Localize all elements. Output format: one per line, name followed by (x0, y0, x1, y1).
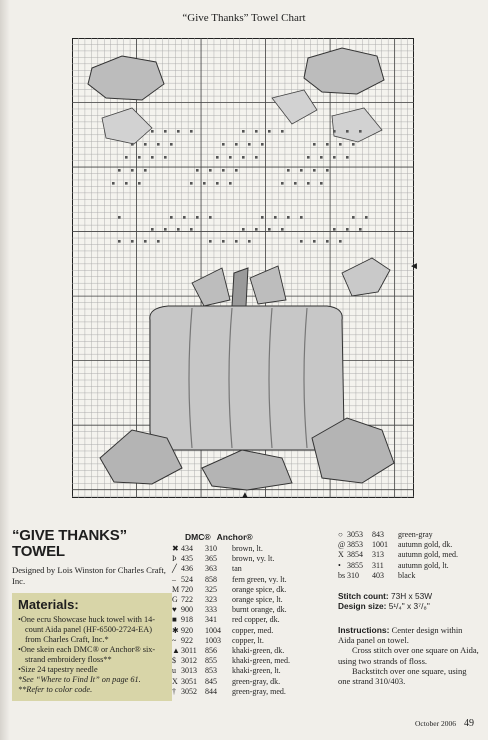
stitch-count-value: 73H x 53W (391, 591, 433, 602)
instructions-text: Center design within Aida panel on towel. (338, 625, 463, 646)
thread-color-name: tan (232, 564, 242, 574)
thread-color-name: autumn gold, dk. (398, 540, 453, 550)
color-key-row (172, 544, 304, 554)
material-item: •One ecru Showcase huck towel with 14-count Aida panel (HF-6500-2724-EA) from Charles Craft, Inc.* (18, 615, 155, 644)
thread-color-name: orange spice, dk. (232, 584, 287, 594)
key-symbol-icon: @ (338, 540, 346, 550)
key-symbol-icon: Þ (172, 554, 177, 564)
color-key-row (172, 585, 304, 595)
pattern-title (12, 528, 172, 560)
color-key-column (172, 532, 304, 697)
thread-color-name: burnt orange, dk. (232, 605, 287, 615)
key-symbol-icon: ○ (338, 530, 343, 539)
thread-color-name: brown, lt. (232, 544, 263, 553)
dmc-number: 3013 (181, 666, 197, 676)
key-symbol-icon: ~ (172, 635, 177, 645)
dmc-header: DMC® (185, 532, 211, 542)
thread-color-name: fern green, vy. lt. (232, 574, 287, 584)
dmc-number: 900 (181, 605, 193, 615)
pattern-info-column (12, 528, 172, 701)
material-note: **Refer to color code. (18, 685, 93, 694)
anchor-number: 844 (205, 686, 217, 696)
chart-grid (72, 38, 414, 498)
color-key-list (172, 544, 304, 697)
designer-credit: Designed by Lois Winston for Charles Craft, Inc. (12, 565, 166, 586)
color-key-row (172, 636, 304, 646)
key-symbol-icon: ■ (172, 615, 177, 625)
thread-color-name: orange spice, lt. (232, 595, 283, 605)
dmc-number: 3052 (181, 686, 197, 696)
stitch-count-label: Stitch count: (338, 591, 389, 602)
thread-color-name: copper, med. (232, 625, 274, 635)
key-symbol-icon: M (172, 584, 180, 594)
center-arrow-up-icon: ▲ (240, 490, 250, 501)
thread-color-name: autumn gold, med. (398, 550, 458, 560)
dmc-number: 310 (347, 570, 359, 580)
dmc-number: 3012 (181, 656, 197, 666)
dmc-number: 3053 (347, 530, 363, 539)
color-key-row (172, 595, 304, 605)
instructions-label: Instructions: (338, 625, 390, 636)
instructions-backstitch: Backstitch over one square, using one strand 310/403. (338, 665, 467, 687)
anchor-number: 365 (205, 554, 217, 564)
dmc-number: 3051 (181, 676, 197, 686)
instructions-cross-stitch: Cross stitch over one square on Aida, using two strands of floss. (338, 645, 479, 666)
pattern-title-line1: “GIVE THANKS” (12, 527, 127, 544)
anchor-number: 311 (372, 560, 384, 570)
color-key-row (172, 646, 304, 656)
instructions (338, 625, 480, 686)
color-key-row (338, 561, 480, 571)
thread-color-name: green-gray, dk. (232, 676, 281, 686)
dmc-number: 435 (181, 554, 193, 564)
color-key-row (338, 550, 480, 560)
thread-color-name: red copper, dk. (232, 615, 280, 625)
anchor-number: 843 (372, 530, 384, 539)
color-key-row (172, 564, 304, 574)
anchor-number: 856 (205, 646, 217, 656)
chart-title: “Give Thanks” Towel Chart (182, 12, 306, 24)
anchor-number: 325 (205, 584, 217, 594)
stitch-info (338, 591, 480, 611)
key-symbol-icon: † (172, 686, 176, 696)
thread-color-name: khaki-green, lt. (232, 666, 281, 676)
color-key-row (338, 571, 480, 581)
anchor-number: 853 (205, 666, 217, 676)
materials-box (12, 593, 172, 701)
key-symbol-icon: ╱ (172, 564, 177, 574)
thread-color-name: black (398, 570, 416, 580)
color-key-header (185, 532, 304, 542)
key-symbol-icon: • (338, 560, 341, 570)
center-arrow-right-icon: ◄ (409, 261, 419, 272)
color-key-row (172, 656, 304, 666)
dmc-number: 524 (181, 574, 193, 584)
key-symbol-icon: ▲ (172, 646, 180, 656)
key-symbol-icon: bs (338, 570, 346, 580)
color-key-row (338, 530, 480, 540)
material-item: •Size 24 tapestry needle (18, 665, 98, 674)
anchor-header: Anchor® (216, 532, 253, 542)
dmc-number: 436 (181, 564, 193, 574)
dmc-number: 722 (181, 595, 193, 605)
thread-color-name: khaki-green, med. (232, 656, 290, 666)
anchor-number: 855 (205, 656, 217, 666)
anchor-number: 1001 (372, 540, 388, 550)
color-key-row (172, 677, 304, 687)
footer-issue: October 2006 (414, 719, 456, 728)
pattern-title-line2: TOWEL (12, 543, 65, 560)
key-symbol-icon: G (172, 595, 178, 605)
anchor-number: 845 (205, 676, 217, 686)
key-symbol-icon: ♥ (172, 605, 177, 615)
color-key-row (338, 540, 480, 550)
color-key-row (172, 615, 304, 625)
color-key-row (172, 687, 304, 697)
color-key-row (172, 626, 304, 636)
key-symbol-icon: X (338, 550, 344, 560)
anchor-number: 1003 (205, 635, 221, 645)
page-number: 49 (464, 718, 474, 729)
anchor-number: 313 (372, 550, 384, 560)
dmc-number: 918 (181, 615, 193, 625)
thread-color-name: copper, lt. (232, 635, 264, 645)
dmc-number: 922 (181, 635, 193, 645)
dmc-number: 434 (181, 544, 193, 553)
thread-color-name: khaki-green, dk. (232, 646, 285, 656)
key-symbol-icon: X (172, 676, 178, 686)
pumpkin-shape (150, 306, 344, 450)
design-size-value: 5¹/₄" x 3⁷/₈" (388, 601, 430, 612)
key-symbol-icon: ✖ (172, 544, 179, 553)
dmc-number: 3854 (347, 550, 363, 560)
page-footer (415, 718, 474, 729)
anchor-number: 341 (205, 615, 217, 625)
color-key-row (172, 605, 304, 615)
material-note: *See “Where to Find It” on page 61. (18, 675, 141, 684)
key-symbol-icon: $ (172, 656, 176, 666)
dmc-number: 720 (181, 584, 193, 594)
color-key-row (172, 575, 304, 585)
thread-color-name: brown, vy. lt. (232, 554, 275, 564)
cross-stitch-chart (72, 38, 414, 498)
dmc-number: 3853 (347, 540, 363, 550)
anchor-number: 1004 (205, 625, 221, 635)
design-size-label: Design size: (338, 601, 387, 612)
anchor-number: 310 (205, 544, 217, 553)
page-gutter-shadow (0, 0, 10, 740)
color-key-row (172, 554, 304, 564)
dmc-number: 3011 (181, 646, 197, 656)
key-symbol-icon: ✱ (172, 625, 179, 635)
color-key-row (172, 666, 304, 676)
key-symbol-icon: u (172, 666, 176, 676)
material-item: •One skein each DMC® or Anchor® six-strand embroidery floss** (18, 645, 156, 664)
anchor-number: 363 (205, 564, 217, 574)
color-key-list-continued (338, 530, 480, 581)
key-symbol-icon: – (172, 574, 176, 584)
anchor-number: 333 (205, 605, 217, 615)
anchor-number: 323 (205, 595, 217, 605)
dmc-number: 920 (181, 625, 193, 635)
pumpkin-stem (232, 268, 248, 306)
dmc-number: 3855 (347, 560, 363, 570)
anchor-number: 403 (372, 570, 384, 580)
thread-color-name: autumn gold, lt. (398, 560, 449, 570)
anchor-number: 858 (205, 574, 217, 584)
thread-color-name: green-gray, med. (232, 686, 286, 696)
materials-heading: Materials: (18, 597, 79, 612)
details-column (338, 530, 480, 686)
thread-color-name: green-gray (398, 530, 433, 539)
